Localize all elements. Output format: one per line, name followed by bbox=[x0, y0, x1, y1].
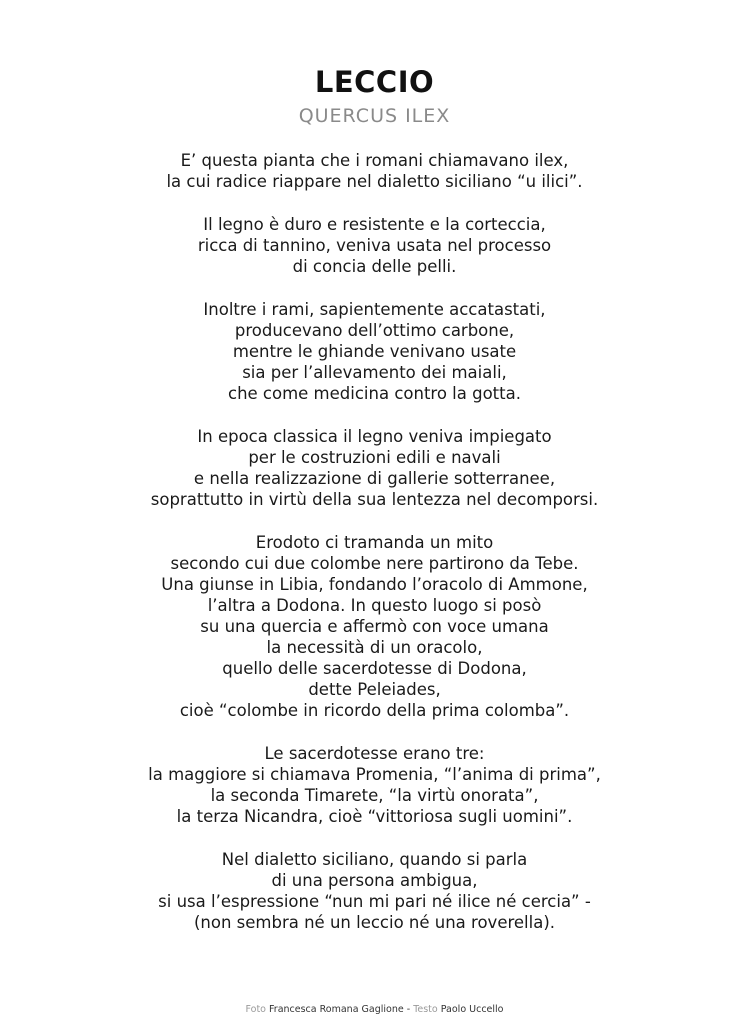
stanza bbox=[0, 214, 749, 277]
text-line: che come medicina contro la gotta. bbox=[228, 384, 521, 404]
text-line: Erodoto ci tramanda un mito bbox=[255, 532, 494, 552]
text-line: l’altra a Dodona. In questo luogo si posò bbox=[207, 595, 542, 615]
text-line: In epoca classica il legno veniva impiegato bbox=[197, 426, 552, 446]
text-line: si usa l’espressione “nun mi pari né ilice né cercia” - bbox=[158, 892, 591, 912]
text-line: dette Peleiades, bbox=[308, 680, 441, 700]
text-line: E’ questa pianta che i romani chiamavano ilex, bbox=[180, 151, 569, 170]
photo-label: Foto bbox=[245, 1004, 266, 1015]
text-line: mentre le ghiande venivano usate bbox=[232, 341, 517, 361]
text-line: su una quercia e affermò con voce umana bbox=[200, 617, 549, 637]
poem-body bbox=[0, 150, 749, 955]
stanza bbox=[0, 849, 749, 933]
text-line: Inoltre i rami, sapientemente accatastati, bbox=[203, 299, 546, 319]
text-author: Paolo Uccello bbox=[440, 1004, 504, 1015]
text-line: (non sembra né un leccio né una roverella). bbox=[193, 913, 556, 933]
stanza bbox=[0, 426, 749, 510]
text-line: cioè “colombe in ricordo della prima colomba”. bbox=[179, 701, 570, 721]
text-line: e nella realizzazione di gallerie sotterranee, bbox=[193, 468, 556, 488]
text-line: la necessità di un oracolo, bbox=[266, 638, 483, 658]
credits-separator: - bbox=[403, 1004, 414, 1015]
text-line: per le costruzioni edili e navali bbox=[248, 447, 501, 467]
text-label: Testo bbox=[413, 1004, 438, 1015]
text-line: ricca di tannino, veniva usata nel processo bbox=[197, 235, 552, 255]
text-line: la maggiore si chiamava Promenia, “l’anima di prima”, bbox=[148, 765, 601, 785]
stanza bbox=[0, 299, 749, 404]
text-line: la terza Nicandra, cioè “vittoriosa sugli uomini”. bbox=[176, 807, 573, 827]
page-title: LECCIO bbox=[314, 65, 435, 99]
text-line: Le sacerdotesse erano tre: bbox=[264, 744, 485, 764]
text-line: producevano dell’ottimo carbone, bbox=[234, 320, 515, 340]
text-line: quello delle sacerdotesse di Dodona, bbox=[222, 659, 527, 679]
photo-author: Francesca Romana Gaglione bbox=[269, 1004, 404, 1015]
stanza bbox=[0, 532, 749, 722]
page-subtitle: QUERCUS ILEX bbox=[298, 105, 451, 127]
text-line: di una persona ambigua, bbox=[271, 871, 478, 891]
text-line: soprattutto in virtù della sua lentezza nel decomporsi. bbox=[150, 490, 599, 509]
text-line: sia per l’allevamento dei maiali, bbox=[242, 362, 507, 382]
text-line: Nel dialetto siciliano, quando si parla bbox=[221, 850, 528, 870]
text-line: la seconda Timarete, “la virtù onorata”, bbox=[210, 786, 539, 806]
text-line: Una giunse in Libia, fondando l’oracolo di Ammone, bbox=[161, 574, 588, 594]
stanza bbox=[0, 743, 749, 827]
text-line: di concia delle pelli. bbox=[292, 256, 457, 276]
text-line: secondo cui due colombe nere partirono da Tebe. bbox=[170, 553, 579, 573]
text-line: Il legno è duro e resistente e la corteccia, bbox=[203, 214, 546, 234]
credits-footer bbox=[0, 1004, 749, 1016]
stanza bbox=[0, 150, 749, 192]
text-line: la cui radice riappare nel dialetto siciliano “u ilici”. bbox=[166, 172, 583, 192]
